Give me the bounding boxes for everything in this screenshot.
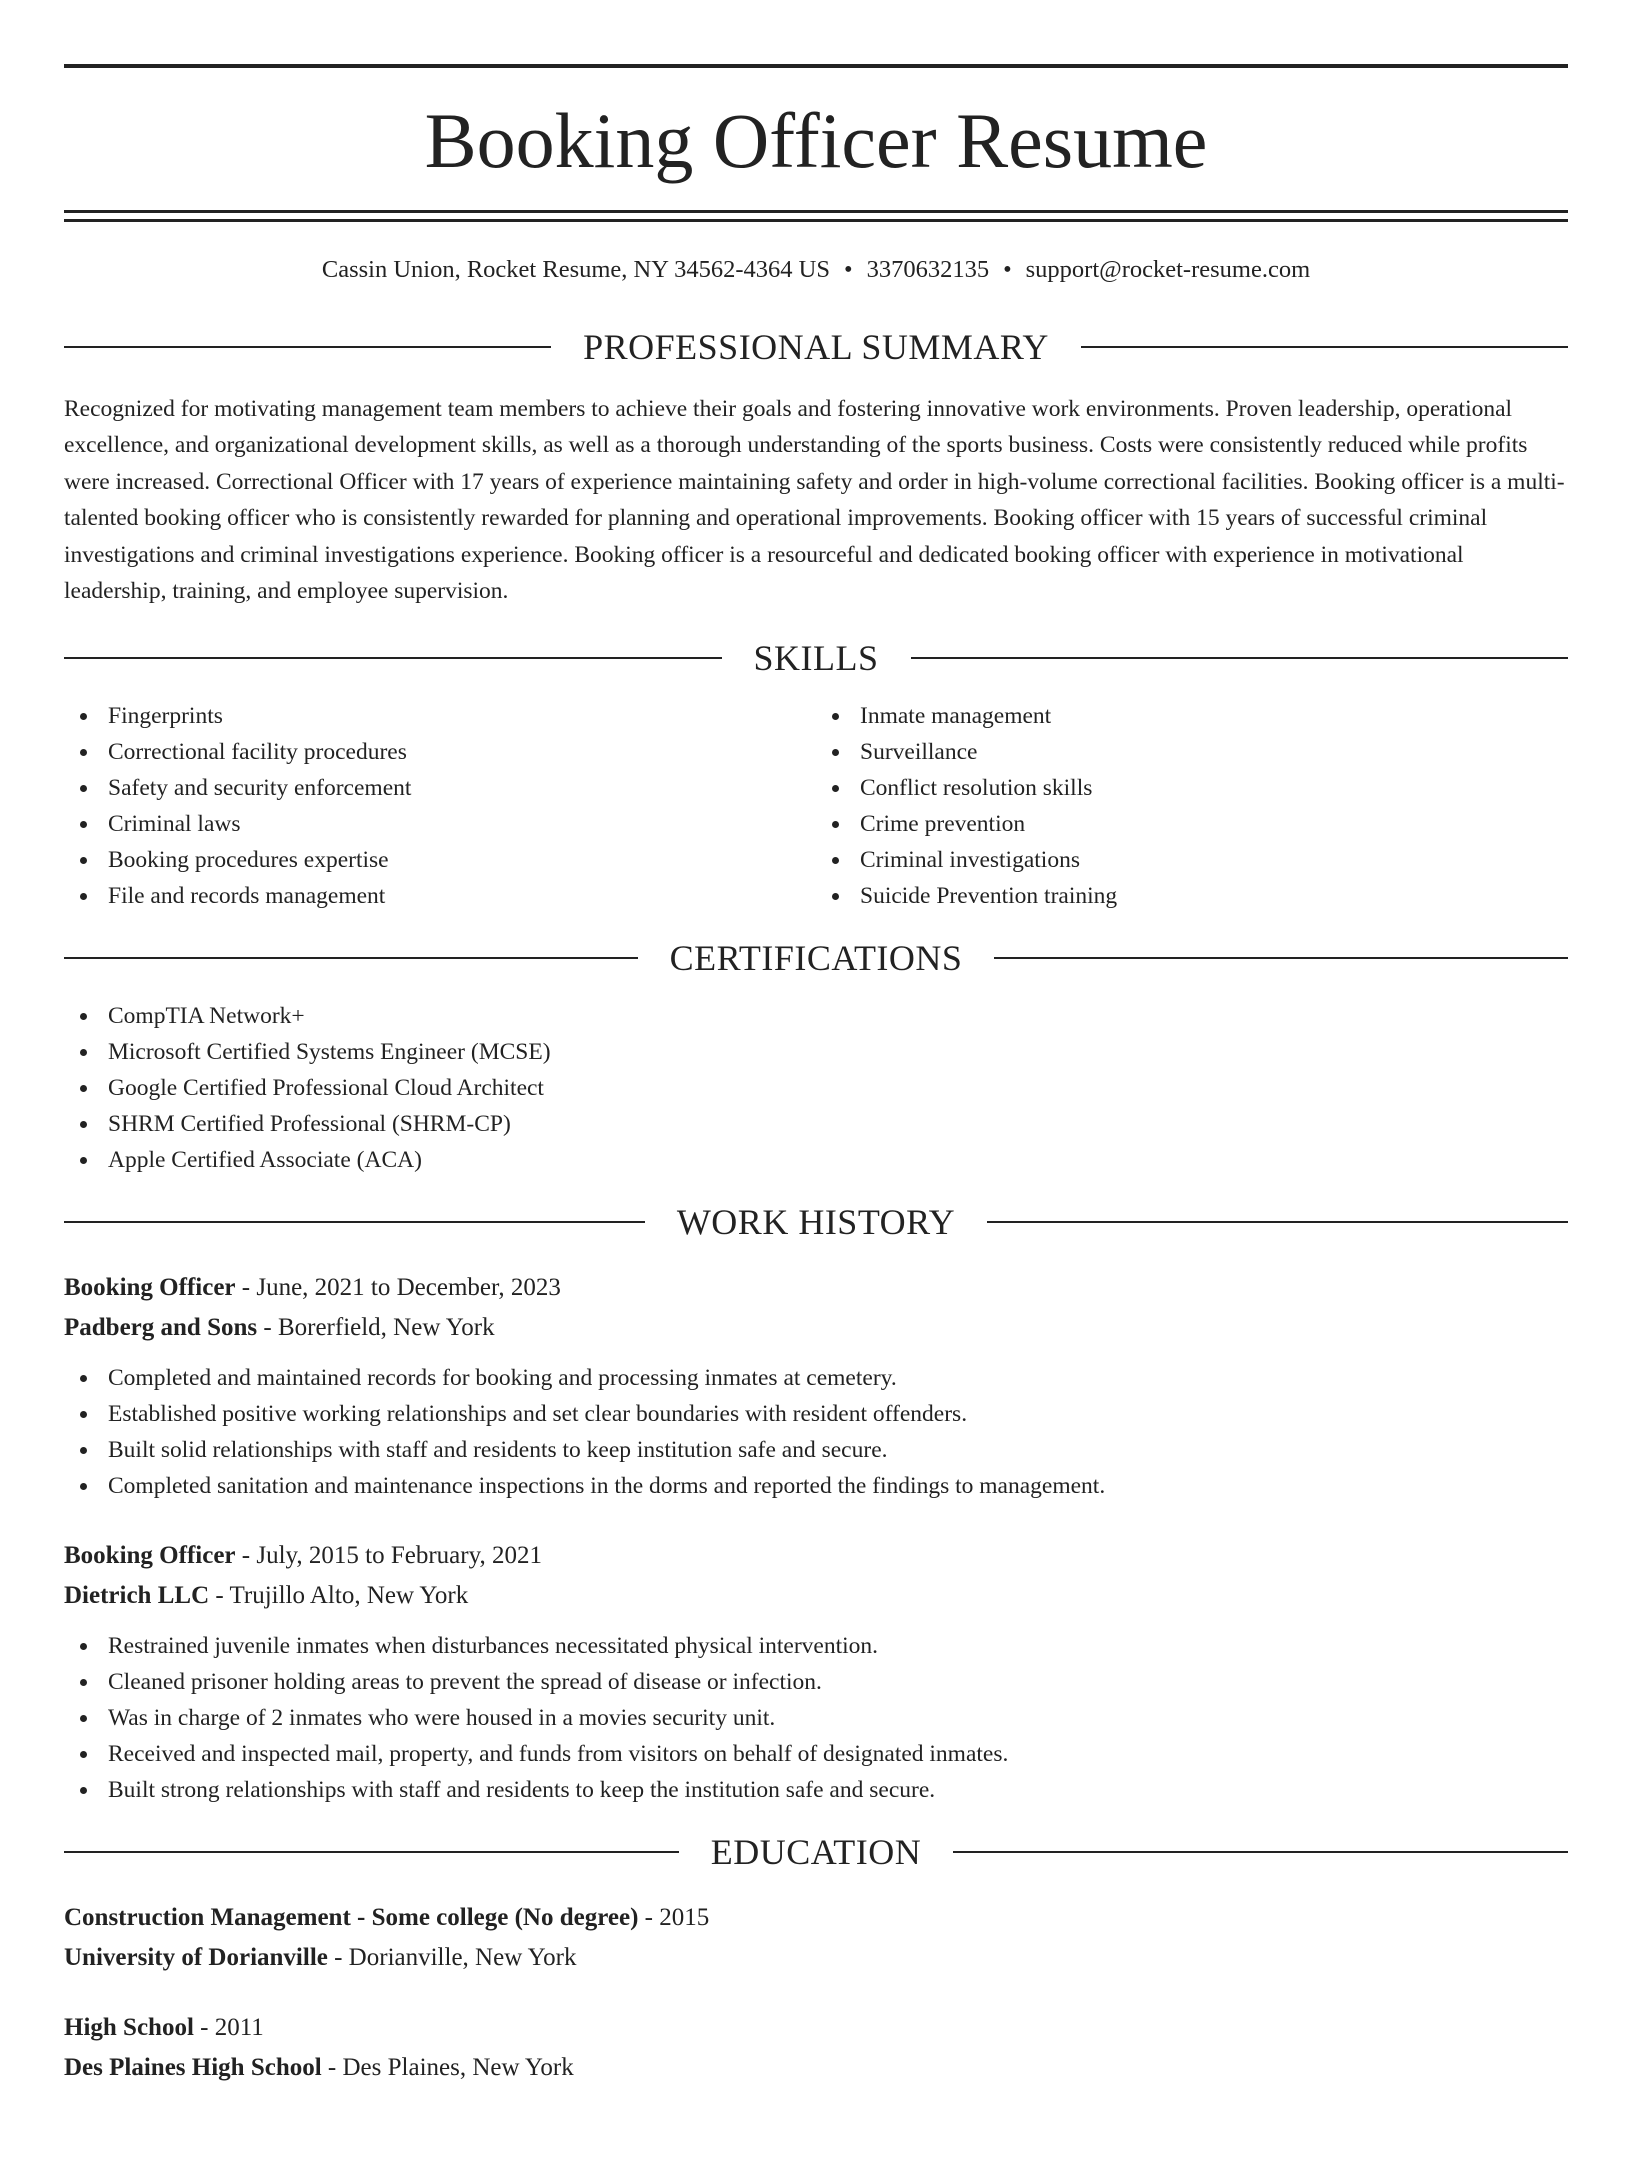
section-title-work-history: WORK HISTORY bbox=[676, 1201, 956, 1242]
education-year: - 2015 bbox=[638, 1903, 710, 1931]
section-rule-right bbox=[987, 1221, 1568, 1223]
skill-item: Correctional facility procedures bbox=[64, 734, 816, 770]
job-location: - Borerfield, New York bbox=[257, 1313, 495, 1341]
skill-item: Fingerprints bbox=[64, 698, 816, 734]
job-duty: Completed and maintained records for booking and processing inmates at cemetery. bbox=[64, 1360, 1568, 1396]
summary-paragraph: Recognized for motivating management team members to achieve their goals and fostering innovative work environments. Proven leadership, operational excellence, and organizational development skills, as well as a thorough understanding of the sports business. Costs were consistently reduced while profits were increased. Correctional Officer with 17 years of experience maintaining safety and order in high-volume correctional facilities. Booking officer is a multi-talented booking officer who is consistently rewarded for planning and operational improvements. Booking officer with 15 years of successful criminal investigations and criminal investigations experience. Booking officer is a resourceful and dedicated booking officer with experience in motivational leadership, training, and employee supervision. bbox=[64, 395, 1565, 604]
section-rule-left bbox=[64, 346, 551, 348]
job-location: - Trujillo Alto, New York bbox=[209, 1581, 469, 1609]
contact-separator: • bbox=[843, 256, 853, 283]
skill-item: File and records management bbox=[64, 878, 816, 914]
job-title-line bbox=[64, 1536, 1568, 1576]
skill-item: Surveillance bbox=[816, 734, 1568, 770]
resume-page bbox=[0, 64, 1632, 2176]
section-header-work-history bbox=[64, 1201, 1568, 1242]
section-header-summary bbox=[64, 326, 1568, 367]
section-rule-left bbox=[64, 957, 638, 959]
section-rule-left bbox=[64, 657, 722, 659]
job-duty: Established positive working relationships and set clear boundaries with resident offenders. bbox=[64, 1396, 1568, 1432]
contact-line bbox=[64, 258, 1568, 283]
education-degree-line bbox=[64, 1898, 1568, 1938]
section-header-certifications bbox=[64, 937, 1568, 978]
section-title-skills: SKILLS bbox=[753, 637, 879, 678]
skills-columns bbox=[64, 698, 1568, 914]
education-degree: High School bbox=[64, 2013, 194, 2041]
certifications-list bbox=[64, 998, 1568, 1178]
job-duty: Built solid relationships with staff and residents to keep institution safe and secure. bbox=[64, 1432, 1568, 1468]
section-title-certifications: CERTIFICATIONS bbox=[669, 937, 963, 978]
section-rule-left bbox=[64, 1221, 645, 1223]
section-rule-right bbox=[911, 657, 1569, 659]
job-duties-list bbox=[64, 1360, 1568, 1504]
certification-item: CompTIA Network+ bbox=[64, 998, 1568, 1034]
section-rule-right bbox=[994, 957, 1568, 959]
job-duty: Received and inspected mail, property, and funds from visitors on behalf of designated inmates. bbox=[64, 1736, 1568, 1772]
job-duty: Restrained juvenile inmates when disturbances necessitated physical intervention. bbox=[64, 1628, 1568, 1664]
section-rule-right bbox=[953, 1851, 1568, 1853]
education-school: University of Dorianville bbox=[64, 1943, 328, 1971]
section-title-summary: PROFESSIONAL SUMMARY bbox=[583, 326, 1049, 367]
contact-email: support@rocket-resume.com bbox=[1025, 256, 1311, 283]
skill-item: Safety and security enforcement bbox=[64, 770, 816, 806]
section-rule-left bbox=[64, 1851, 679, 1853]
certification-item: SHRM Certified Professional (SHRM-CP) bbox=[64, 1106, 1568, 1142]
skill-item: Conflict resolution skills bbox=[816, 770, 1568, 806]
certification-item: Google Certified Professional Cloud Architect bbox=[64, 1070, 1568, 1106]
section-header-skills bbox=[64, 637, 1568, 678]
job-duty: Cleaned prisoner holding areas to prevent the spread of disease or infection. bbox=[64, 1664, 1568, 1700]
job-entry bbox=[64, 1536, 1568, 1808]
job-duties-list bbox=[64, 1628, 1568, 1808]
skills-list-left bbox=[64, 698, 816, 914]
job-title: Booking Officer bbox=[64, 1541, 236, 1569]
education-school-line bbox=[64, 2048, 1568, 2088]
section-rule-right bbox=[1081, 346, 1568, 348]
job-dates: - June, 2021 to December, 2023 bbox=[235, 1273, 561, 1301]
skill-item: Criminal investigations bbox=[816, 842, 1568, 878]
job-company-line bbox=[64, 1576, 1568, 1616]
education-school: Des Plaines High School bbox=[64, 2053, 322, 2081]
contact-phone: 3370632135 bbox=[866, 256, 990, 283]
job-title: Booking Officer bbox=[64, 1273, 236, 1301]
section-header-education bbox=[64, 1831, 1568, 1872]
education-degree-line bbox=[64, 2008, 1568, 2048]
page-title: Booking Officer Resume bbox=[424, 97, 1208, 184]
skill-item: Booking procedures expertise bbox=[64, 842, 816, 878]
job-dates: - July, 2015 to February, 2021 bbox=[235, 1541, 542, 1569]
job-company: Padberg and Sons bbox=[64, 1313, 258, 1341]
education-school-line bbox=[64, 1938, 1568, 1978]
education-degree: Construction Management - Some college (No degree) bbox=[64, 1903, 639, 1931]
job-duty: Completed sanitation and maintenance inspections in the dorms and reported the findings to management. bbox=[64, 1468, 1568, 1504]
education-entry bbox=[64, 2008, 1568, 2088]
skill-item: Suicide Prevention training bbox=[816, 878, 1568, 914]
skill-item: Inmate management bbox=[816, 698, 1568, 734]
skill-item: Criminal laws bbox=[64, 806, 816, 842]
education-location: - Dorianville, New York bbox=[327, 1943, 577, 1971]
contact-separator: • bbox=[1003, 256, 1012, 283]
certification-item: Microsoft Certified Systems Engineer (MCSE) bbox=[64, 1034, 1568, 1070]
job-company-line bbox=[64, 1308, 1568, 1348]
education-entry bbox=[64, 1898, 1568, 1978]
job-title-line bbox=[64, 1268, 1568, 1308]
top-rule bbox=[64, 64, 1568, 68]
education-location: - Des Plaines, New York bbox=[321, 2053, 574, 2081]
job-duty: Was in charge of 2 inmates who were housed in a movies security unit. bbox=[64, 1700, 1568, 1736]
skills-list-right bbox=[816, 698, 1568, 914]
skill-item: Crime prevention bbox=[816, 806, 1568, 842]
education-year: - 2011 bbox=[193, 2013, 264, 2041]
job-entry bbox=[64, 1268, 1568, 1504]
section-title-education: EDUCATION bbox=[710, 1831, 922, 1872]
certification-item: Apple Certified Associate (ACA) bbox=[64, 1142, 1568, 1178]
title-double-rule bbox=[64, 210, 1568, 222]
contact-address: Cassin Union, Rocket Resume, NY 34562-4364 US bbox=[321, 256, 830, 283]
job-duty: Built strong relationships with staff and residents to keep the institution safe and secure. bbox=[64, 1772, 1568, 1808]
job-company: Dietrich LLC bbox=[64, 1581, 210, 1609]
